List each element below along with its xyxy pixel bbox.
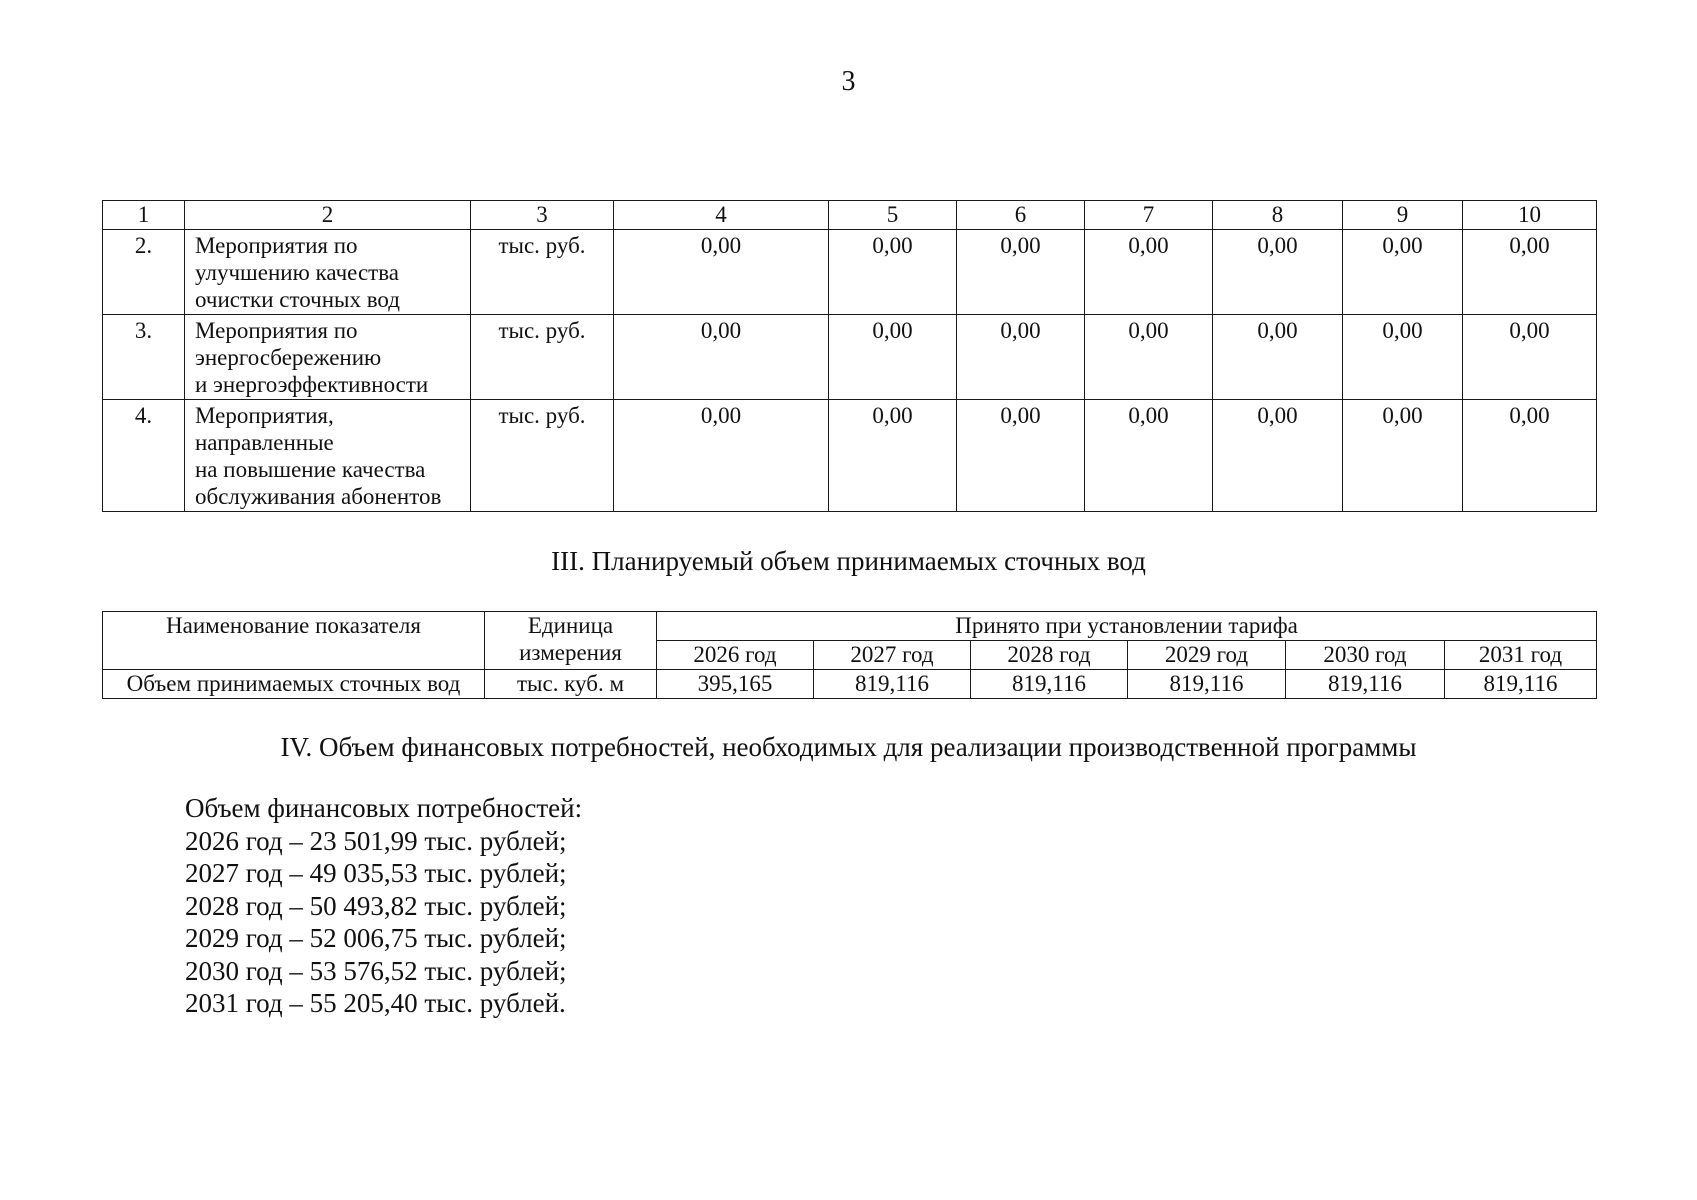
value-cell: 0,00 bbox=[614, 230, 829, 315]
column-header: 7 bbox=[1085, 201, 1213, 230]
year-header: 2028 год bbox=[971, 641, 1128, 670]
section-3-title: III. Планируемый объем принимаемых сточных вод bbox=[551, 546, 1146, 576]
page-number: 3 bbox=[841, 66, 856, 97]
column-header: 8 bbox=[1213, 201, 1343, 230]
measure-name bbox=[185, 315, 471, 400]
value-cell: 819,116 bbox=[1445, 670, 1597, 699]
value-cell: 0,00 bbox=[1463, 315, 1597, 400]
value-cell: 0,00 bbox=[1085, 400, 1213, 512]
year-header: 2026 год bbox=[657, 641, 814, 670]
unit-cell: тыс. руб. bbox=[471, 230, 614, 315]
year-header: 2027 год bbox=[814, 641, 971, 670]
column-header: 2 bbox=[185, 201, 471, 230]
measure-name bbox=[185, 400, 471, 512]
unit-header-line: Единица bbox=[527, 613, 614, 638]
name-line: Мероприятия по bbox=[195, 318, 358, 343]
table-row bbox=[103, 315, 1597, 400]
value-cell: 0,00 bbox=[1343, 400, 1463, 512]
name-line: улучшению качества bbox=[195, 260, 399, 285]
financial-line: 2026 год – 23 501,99 тыс. рублей; bbox=[185, 825, 567, 856]
row-number: 3. bbox=[103, 315, 185, 400]
section-4-title: IV. Объем финансовых потребностей, необходимых для реализации производственной программы bbox=[280, 732, 1417, 762]
value-cell: 0,00 bbox=[1085, 230, 1213, 315]
value-cell: 0,00 bbox=[614, 400, 829, 512]
column-header: 3 bbox=[471, 201, 614, 230]
value-cell: 0,00 bbox=[1213, 230, 1343, 315]
name-line: очистки сточных вод bbox=[195, 287, 400, 312]
unit-cell: тыс. руб. bbox=[471, 400, 614, 512]
measure-name bbox=[185, 230, 471, 315]
table-header-row bbox=[103, 201, 1597, 230]
unit-header-line: измерения bbox=[519, 640, 622, 665]
column-header: 1 bbox=[103, 201, 185, 230]
financial-intro: Объем финансовых потребностей: bbox=[185, 793, 583, 823]
value-cell: 0,00 bbox=[957, 315, 1085, 400]
value-cell: 0,00 bbox=[1463, 230, 1597, 315]
value-cell: 0,00 bbox=[1343, 315, 1463, 400]
value-cell: 0,00 bbox=[1343, 230, 1463, 315]
name-line: и энергоэффективности bbox=[195, 372, 429, 397]
table-header-row bbox=[103, 612, 1597, 641]
value-cell: 395,165 bbox=[657, 670, 814, 699]
row-number: 2. bbox=[103, 230, 185, 315]
name-line: Мероприятия по bbox=[195, 233, 358, 258]
value-cell: 819,116 bbox=[1286, 670, 1445, 699]
value-cell: 819,116 bbox=[814, 670, 971, 699]
value-cell: 0,00 bbox=[1213, 315, 1343, 400]
column-header: 5 bbox=[829, 201, 957, 230]
value-cell: 819,116 bbox=[1128, 670, 1286, 699]
value-cell: 0,00 bbox=[829, 315, 957, 400]
value-cell: 0,00 bbox=[1085, 315, 1213, 400]
name-line: направленные bbox=[195, 430, 334, 455]
value-cell: 0,00 bbox=[614, 315, 829, 400]
indicator-name-header: Наименование показателя bbox=[103, 612, 485, 670]
financial-line: 2030 год – 53 576,52 тыс. рублей; bbox=[185, 955, 567, 986]
name-line: обслуживания абонентов bbox=[195, 484, 442, 509]
value-cell: 0,00 bbox=[1213, 400, 1343, 512]
column-header: 6 bbox=[957, 201, 1085, 230]
value-cell: 0,00 bbox=[829, 230, 957, 315]
indicator-name: Объем принимаемых сточных вод bbox=[103, 670, 485, 699]
year-header: 2031 год bbox=[1445, 641, 1597, 670]
name-line: на повышение качества bbox=[195, 457, 426, 482]
name-line: Мероприятия, bbox=[195, 403, 334, 428]
value-cell: 0,00 bbox=[829, 400, 957, 512]
year-header: 2030 год bbox=[1286, 641, 1445, 670]
table-row bbox=[103, 670, 1597, 699]
column-header: 4 bbox=[614, 201, 829, 230]
unit-cell: тыс. руб. bbox=[471, 315, 614, 400]
unit-header bbox=[485, 612, 657, 670]
year-header: 2029 год bbox=[1128, 641, 1286, 670]
financial-line: 2029 год – 52 006,75 тыс. рублей; bbox=[185, 923, 567, 953]
financial-line: 2031 год – 55 205,40 тыс. рублей. bbox=[185, 988, 566, 1018]
tariff-group-header: Принято при установлении тарифа bbox=[657, 612, 1597, 641]
name-line: энергосбережению bbox=[195, 345, 382, 370]
financial-line: 2027 год – 49 035,53 тыс. рублей; bbox=[185, 858, 567, 888]
value-cell: 0,00 bbox=[957, 400, 1085, 512]
measures-table bbox=[102, 200, 1597, 512]
table-row bbox=[103, 400, 1597, 512]
row-number: 4. bbox=[103, 400, 185, 512]
volume-table bbox=[102, 611, 1597, 699]
column-header: 10 bbox=[1463, 201, 1597, 230]
value-cell: 819,116 bbox=[971, 670, 1128, 699]
unit-cell: тыс. куб. м bbox=[485, 670, 657, 699]
financial-line: 2028 год – 50 493,82 тыс. рублей; bbox=[185, 890, 567, 921]
table-row bbox=[103, 230, 1597, 315]
value-cell: 0,00 bbox=[1463, 400, 1597, 512]
financial-needs-block bbox=[185, 792, 582, 1020]
column-header: 9 bbox=[1343, 201, 1463, 230]
value-cell: 0,00 bbox=[957, 230, 1085, 315]
